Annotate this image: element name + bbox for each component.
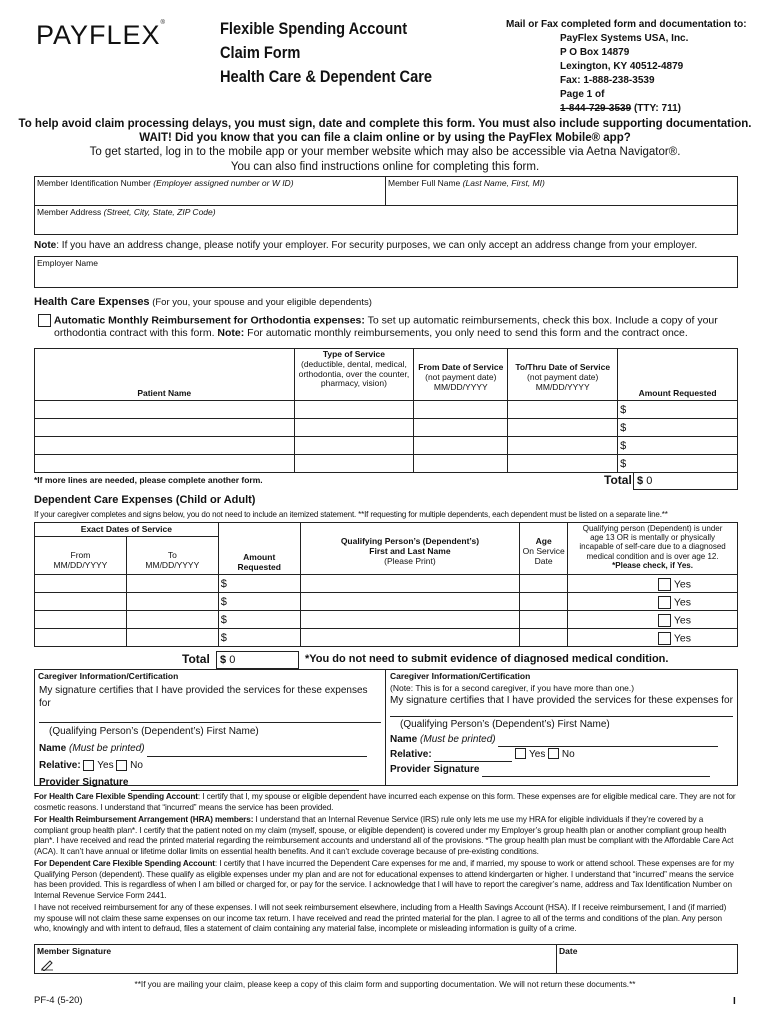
certification-text: For Health Care Flexible Spending Account: I certify that I, my spouse or eligible dependent have incurred each expense on this form. These expenses are for eligible medical care. They are not for cosmetic reasons. I understand that “incurred” means the service has been provided. For Health Reimbursement Arrangement (HRA) members: I understand that an Internal Revenue Service (IRS) rule only lets me use my HRA for eligible individuals if they’re covered by a compliant group health plan*. I certify that the patient noted on my claim (myself, spouse, or eligible dependent) is covered under my Employer’s group health plan or another compliant group health plan*. I have received and read the printed material regarding the reimbursement accounts and understand all of the provisions. *The group health plan must be compliant with the Affordable Care Act (ACA). It can’t have annual or lifetime dollar limits on essential health benefits. And it can’t exclude coverage because of pre-existing conditions. For Dependent Care Flexible Spending Account: I certify that I have incurred the Dependent Care expenses for me and, if married, my spouse to work or attend school. These expenses are for my Qualifying Person (dependent). These qualify as eligible expenses under my plan and are not for educational expenses to attend kindergarten or higher. I understand that “incurred” means the service has been provided. This is regardless of when I am billed or charged for, or pay for the service. I acknowledge that I will have to report the caregiver’s name, address and Tax Identification Number on Internal Revenue Service Form 2441. I have not received reimbursement for any of these expenses. I will not seek reimbursement elsewhere, including from a Health Savings Account (HSA). If I receive reimbursement, I and (if married) my spouse will not claim these same expenses on our income tax return. I have received and read the printed material for the plan. I agree to all of the terms and conditions of the plan. Any person who, knowingly and with intent to defraud, files a statement of claim containing any material false, incomplete or misleading information is guilty of a crime. [34, 792, 736, 933]
page-mark: I [733, 996, 736, 1007]
col-to-date: To/Thru Date of Service (not payment date) MM/DD/YYYY [508, 349, 618, 401]
relative-yes-checkbox[interactable] [83, 760, 94, 771]
col-type-of-service: Type of Service (deductible, dental, medical, orthodontia, over the counter, pharmacy, vision) [294, 349, 414, 401]
table-row[interactable]: $ [35, 401, 738, 419]
col-amount: Amount Requested [618, 349, 738, 401]
date-field[interactable]: Date [556, 944, 738, 974]
caregiver-2-section: Caregiver Information/Certification (Note: This is for a second caregiver, if you have more than one.) My signature certifies that I have provided the services for these expenses for (Qualifying Person’s (Dependent’s) First Name) Name (Must be printed) Relative: Yes No Provider Signature [385, 669, 738, 786]
table-row[interactable]: $ Yes [35, 629, 738, 647]
member-signature-field[interactable]: Member Signature [34, 944, 557, 974]
orthodontia-option: Automatic Monthly Reimbursement for Orthodontia expenses: To set up automatic reimbursements, check this box. Include a copy of your orthodontia contract with this form. Note: For automatic monthly reimbursements, you only need to send this form and the contract once. [38, 314, 738, 340]
col-age: Age On Service Date [520, 523, 568, 575]
qualifying-yes-checkbox[interactable] [658, 632, 671, 645]
col-qualifying-check: Qualifying person (Dependent) is under age 13 OR is mentally or physically incapable of self-care due to a diagnosed medical condition and is over age 12. *Please check, if Yes. [568, 523, 738, 575]
more-lines-note: *If more lines are needed, please complete another form. [34, 475, 263, 485]
caregiver-2-signature-input[interactable] [482, 776, 710, 777]
dependent-care-table [34, 522, 738, 647]
table-row[interactable]: $ [35, 419, 738, 437]
caregiver-1-signature-input[interactable] [131, 790, 359, 791]
member-id-field[interactable]: Member Identification Number (Employer assigned number or W ID) [34, 176, 386, 206]
relative-yes-checkbox[interactable] [515, 748, 526, 759]
col-dep-from: From MM/DD/YYYY [35, 537, 127, 575]
no-evidence-note: *You do not need to submit evidence of diagnosed medical condition. [305, 653, 669, 665]
relative-no-checkbox[interactable] [116, 760, 127, 771]
caregiver-1-section: Caregiver Information/Certification My signature certifies that I have provided the services for these expenses for (Qualifying Person’s (Dependent’s) First Name) Name (Must be printed) Relative: Yes No Provider Signature [34, 669, 386, 786]
health-care-heading: Health Care Expenses (For you, your spouse and your eligible dependents) [34, 296, 372, 308]
qualifying-yes-checkbox[interactable] [658, 578, 671, 591]
member-name-field[interactable]: Member Full Name (Last Name, First, MI) [385, 176, 738, 206]
col-patient-name: Patient Name [35, 349, 295, 401]
col-dep-to: To MM/DD/YYYY [126, 537, 218, 575]
qualifying-yes-checkbox[interactable] [658, 614, 671, 627]
pen-icon [41, 959, 55, 971]
intro-text: To help avoid claim processing delays, you must sign, date and complete this form. You must also include supporting documentation. WAIT! Did you know that you can file a claim online or by using the PayFlex Mobile® app? To get started, log in to the mobile app or your member website which may also be accessible via Aetna Navigator®. You can also find instructions online for completing this form. [18, 118, 752, 173]
table-row[interactable]: $ Yes [35, 593, 738, 611]
col-qualifying-person: Qualifying Person’s (Dependent’s) First and Last Name (Please Print) [300, 523, 520, 575]
caregiver-1-name-input[interactable] [147, 756, 367, 757]
dependent-total-field[interactable]: $ 0 [216, 651, 299, 669]
form-title: Flexible Spending Account Claim Form Health Care & Dependent Care [220, 19, 433, 86]
health-total-label: Total [604, 473, 632, 487]
dependent-total-label: Total [182, 652, 210, 666]
member-address-field[interactable]: Member Address (Street, City, State, ZIP Code) [34, 205, 738, 235]
form-id: PF-4 (5-20) [34, 995, 83, 1006]
address-note: Note: If you have an address change, please notify your employer. For security purposes, we can only accept an address change from your employer. [34, 240, 698, 251]
table-row[interactable]: $ [35, 437, 738, 455]
mailing-address: Mail or Fax completed form and documentation to: PayFlex Systems USA, Inc. P O Box 14879 Lexington, KY 40512-4879 Fax: 1-888-238-3539 Page 1 of 1-844-729-3539 (TTY: 711) [506, 19, 747, 114]
table-row[interactable]: $ Yes [35, 575, 738, 593]
qualifying-yes-checkbox[interactable] [658, 596, 671, 609]
table-row[interactable]: $ [35, 455, 738, 473]
dependent-care-heading: Dependent Care Expenses (Child or Adult) [34, 494, 256, 506]
mailing-note: **If you are mailing your claim, please keep a copy of this claim form and supporting documentation. We will not return these documents.** [134, 980, 636, 989]
dependent-note: If your caregiver completes and signs below, you do not need to include an itemized statement. **If requesting for multiple dependents, each dependent must be listed on a separate line.** [34, 510, 668, 519]
col-exact-dates: Exact Dates of Service [35, 523, 219, 537]
health-total-field[interactable]: $ 0 [633, 472, 738, 490]
col-dep-amount: Amount Requested [218, 523, 300, 575]
table-row[interactable]: $ Yes [35, 611, 738, 629]
employer-name-field[interactable]: Employer Name [34, 256, 738, 288]
payflex-logo: PAYFLEX® [36, 20, 166, 50]
relative-no-checkbox[interactable] [548, 748, 559, 759]
orthodontia-checkbox[interactable] [38, 314, 51, 327]
health-care-table [34, 348, 738, 473]
col-from-date: From Date of Service (not payment date) MM/DD/YYYY [414, 349, 508, 401]
